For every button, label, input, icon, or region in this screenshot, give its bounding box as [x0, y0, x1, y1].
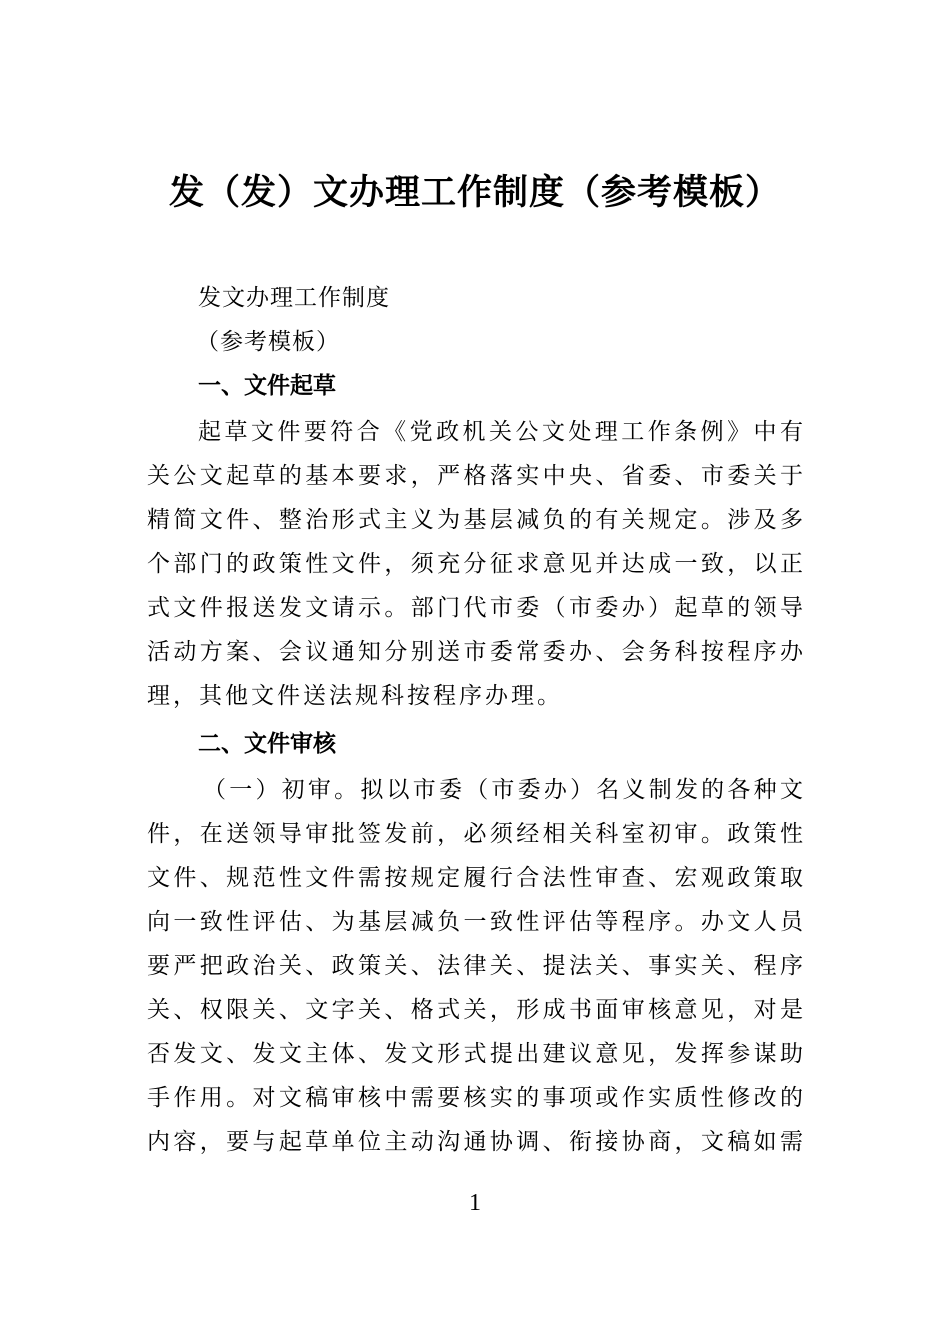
paragraph-line: 个 部 门 的 政 策 性 文 件 ， 须 充 分 征 求 意 见 并 达 成 一 致 ， 以 正	[147, 551, 803, 577]
section-1-paragraph	[147, 410, 803, 718]
paragraph-line: 件 ， 在 送 领 导 审 批 签 发 前 ， 必 须 经 相 关 科 室 初 审 。 政 策 性	[147, 821, 803, 847]
subtitle-line-1: 发文办理工作制度	[198, 285, 390, 311]
paragraph-line: 关 公 文 起 草 的 基 本 要 求 ， 严 格 落 实 中 央 、 省 委 、 市 委 关 于	[147, 463, 803, 489]
paragraph-line: 精 简 文 件 、 整 治 形 式 主 义 为 基 层 减 负 的 有 关 规 定 。 涉 及 多	[147, 507, 803, 533]
paragraph-line: 内 容 ， 要 与 起 草 单 位 主 动 沟 通 协 调 、 衔 接 协 商 ， 文 稿 如 需	[147, 1129, 803, 1155]
paragraph-line: 手 作 用 。 对 文 稿 审 核 中 需 要 核 实 的 事 项 或 作 实 质 性 修 改 的	[147, 1085, 803, 1111]
page-number: 1	[469, 1190, 481, 1216]
paragraph-line: 文 件 、 规 范 性 文 件 需 按 规 定 履 行 合 法 性 审 查 、 宏 观 政 策 取	[147, 865, 803, 891]
paragraph-line: （ 一 ） 初 审 。 拟 以 市 委 （ 市 委 办 ） 名 义 制 发 的 各 种 文	[203, 777, 803, 803]
paragraph-line: 理，其他文件送法规科按程序办理。	[147, 683, 563, 709]
section-2-paragraph	[147, 768, 803, 1164]
paragraph-line: 要 严 把 政 治 关 、 政 策 关 、 法 律 关 、 提 法 关 、 事 实 关 、 程 序	[147, 953, 803, 979]
paragraph-line: 式 文 件 报 送 发 文 请 示 。 部 门 代 市 委 （ 市 委 办 ） 起 草 的 领 导	[147, 595, 803, 621]
paragraph-line: 向 一 致 性 评 估 、 为 基 层 减 负 一 致 性 评 估 等 程 序 。 办 文 人 员	[147, 909, 803, 935]
paragraph-line: 起 草 文 件 要 符 合 《 党 政 机 关 公 文 处 理 工 作 条 例 》 中 有	[198, 419, 803, 445]
paragraph-line: 否 发 文 、 发 文 主 体 、 发 文 形 式 提 出 建 议 意 见 ， 发 挥 参 谋 助	[147, 1041, 803, 1067]
section-1-heading: 一、文件起草	[198, 373, 336, 399]
paragraph-line: 活 动 方 案 、 会 议 通 知 分 别 送 市 委 常 委 办 、 会 务 科 按 程 序 办	[147, 639, 803, 665]
document-title: 发（发）文办理工作制度（参考模板）	[168, 173, 781, 213]
paragraph-line: 关 、 权 限 关 、 文 字 关 、 格 式 关 ， 形 成 书 面 审 核 意 见 ， 对 是	[147, 997, 803, 1023]
subtitle-line-2: （参考模板）	[196, 329, 340, 355]
section-2-heading: 二、文件审核	[198, 731, 336, 757]
